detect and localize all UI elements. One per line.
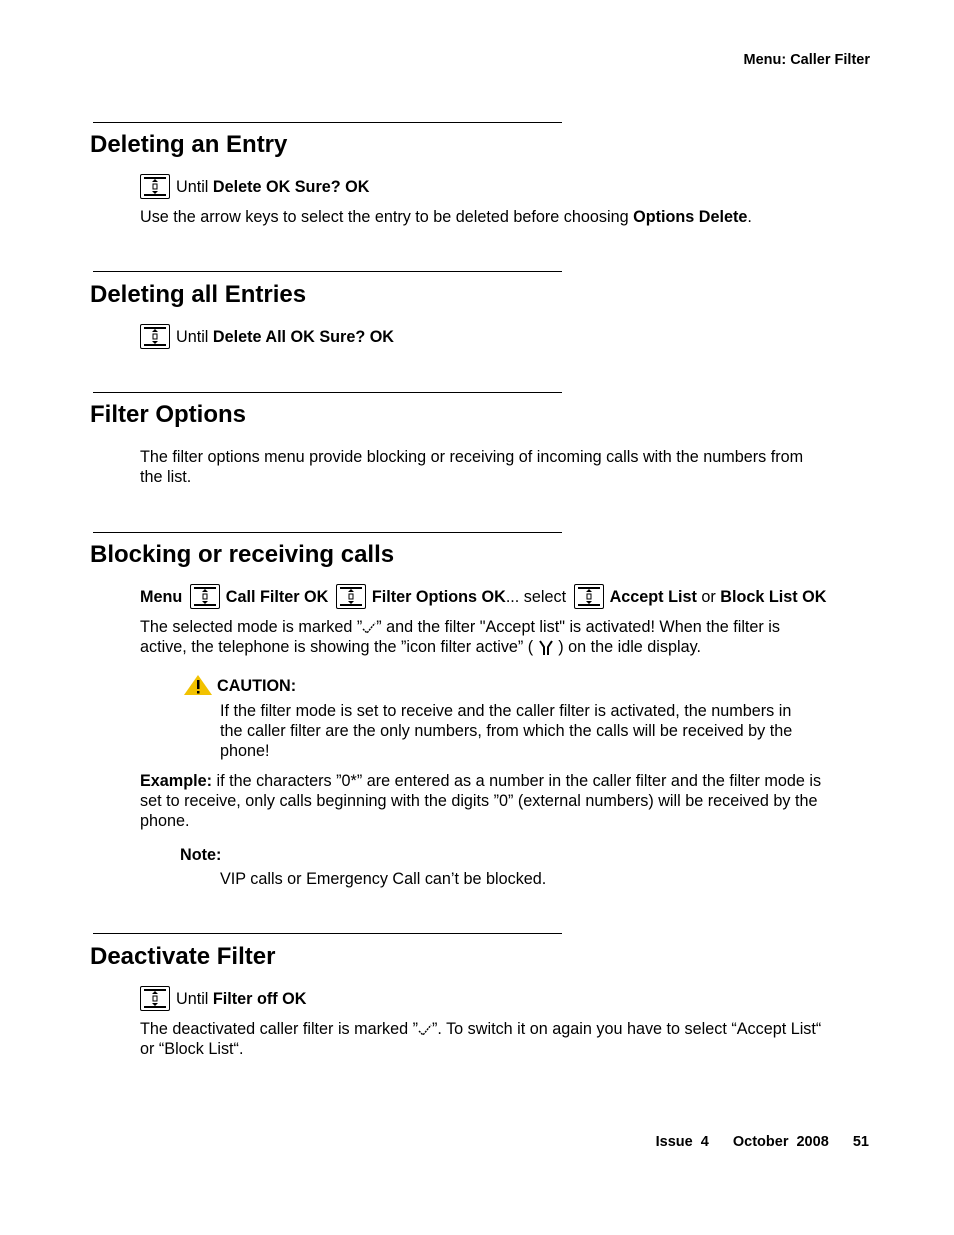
footer-issue: Issue 4 [655,1134,709,1150]
caution-icon [183,674,213,696]
caution-text: If the filter mode is set to receive and the caller filter is activated, the numbers in the caller filter are the only numbers, from which the calls will be received by the phone! [220,702,793,760]
page-footer [656,1134,869,1150]
running-header: Menu: Caller Filter [743,52,870,68]
checkmark-icon [362,622,376,634]
navigation-key-icon [140,324,170,349]
filter-active-icon [538,639,554,657]
step-deleting-all: Until Delete All OK Sure? OK [140,324,394,349]
mode-paragraph: The selected mode is marked ” ” and the filter "Accept list" is activated! When the filter is active, the telephone is showing the ”icon filter active” ( ) on the idle display. [140,618,780,656]
step-deactivate: Until Filter off OK [140,986,306,1011]
desc-deleting-entry: Use the arrow keys to select the entry to be deleted before choosing Options Delete. [140,208,752,226]
heading-deleting-entry: Deleting an Entry [90,131,288,158]
section-rule [93,933,562,934]
navigation-key-icon [336,584,366,609]
navigation-key-icon [140,986,170,1011]
navigation-key-icon [190,584,220,609]
section-rule [93,271,562,272]
section-rule [93,122,562,123]
caution-heading: CAUTION: [183,674,296,696]
desc-filter-options: The filter options menu provide blocking or receiving of incoming calls with the numbers from the list. [140,448,804,486]
section-rule [93,392,562,393]
heading-blocking: Blocking or receiving calls [90,541,395,568]
example-paragraph: Example: if the characters ”0*” are entered as a number in the caller filter and the filter mode is set to receive, only calls beginning with the digits ”0” (external numbers) will be received by the phone. [140,772,822,830]
step-deleting-entry: Until Delete OK Sure? OK [140,174,369,199]
footer-date: October 2008 [732,1134,829,1150]
menu-path: Menu Call Filter OK Filter Options OK ... select Accept List or Block List OK [140,584,826,609]
checkmark-icon [418,1024,432,1036]
page-number: 51 [852,1134,869,1150]
navigation-key-icon [140,174,170,199]
section-rule [93,532,562,533]
desc-deactivate: The deactivated caller filter is marked ” ”. To switch it on again you have to select “Accept List“ or “Block List“. [140,1020,822,1058]
note-label: Note: [180,846,222,864]
heading-deleting-all: Deleting all Entries [90,281,307,308]
navigation-key-icon [574,584,604,609]
heading-filter-options: Filter Options [90,401,246,428]
note-text: VIP calls or Emergency Call can’t be blocked. [220,870,547,888]
heading-deactivate: Deactivate Filter [90,943,276,970]
